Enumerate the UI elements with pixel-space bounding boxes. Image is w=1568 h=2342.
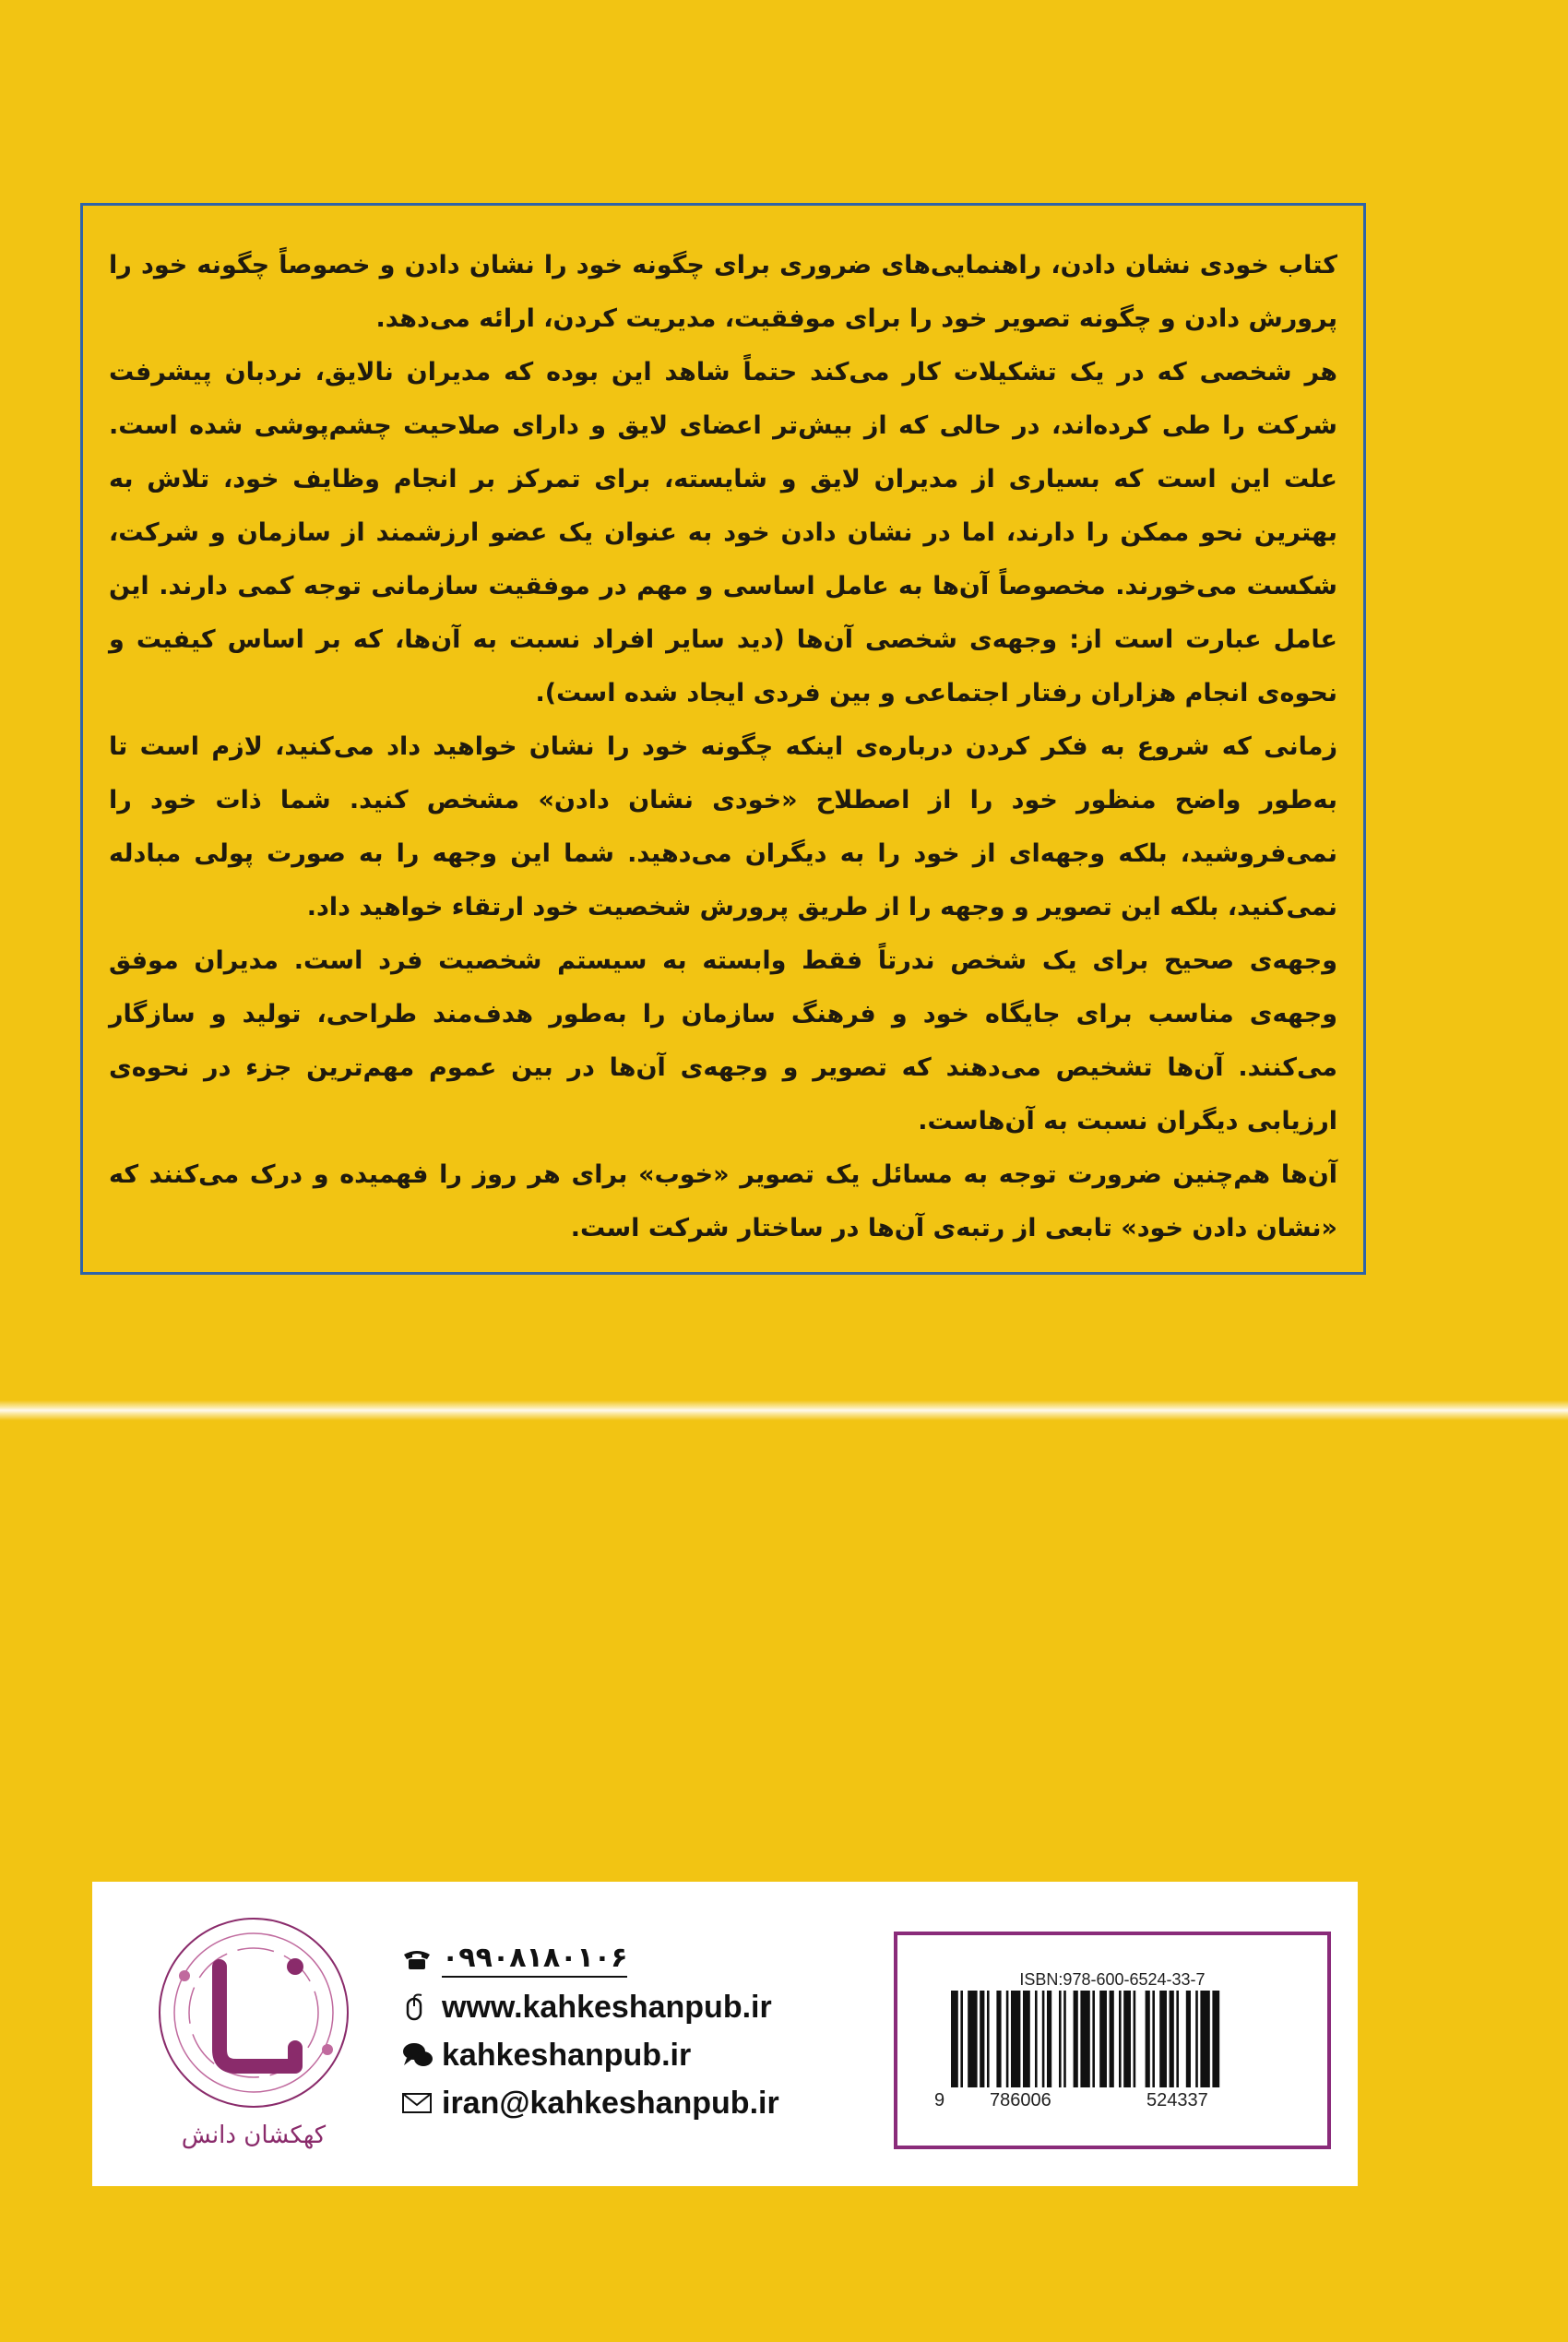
decorative-band: [0, 1400, 1568, 1421]
barcode-digits-right: 524337: [1146, 2090, 1208, 2110]
contact-email: [401, 2079, 881, 2127]
barcode-digit-first: 9: [934, 2090, 945, 2110]
blurb-paragraph-1: کتاب خودی نشان دادن، راهنمایی‌های ضروری برای چگونه خود را نشان دادن و خصوصاً چگونه خود را پرورش دادن و چگونه تصویر خود را برای موفقیت، مدیریت کردن، ارائه می‌دهد.: [109, 251, 1337, 333]
contact-social: [401, 2031, 881, 2079]
contact-list: [401, 1935, 881, 2127]
blurb-paragraph-2: هر شخصی که در یک تشکیلات کار می‌کند حتماً شاهد این بوده که مدیران نالایق، نردبان پیشرفت شرکت را طی کرده‌اند، در حالی که از بیش‌تر اعضای لایق و دارای صلاحیت چشم‌پوشی شده است. علت این است که بسیاری از مدیران لایق و شایسته، برای تمرکز بر انجام وظایف خود، تلاش به بهترین نحو ممکن را دارند، اما در نشان دادن خود به عنوان یک عضو ارزشمند از سازمان و شرکت، شکست می‌خورند. مخصوصاً آن‌ها به عامل اساسی و مهم در موفقیت سازمانی توجه کمی دارند. این عامل عبارت است از: وجهه‌ی شخصی آن‌ها (دید سایر افراد نسبت به آن‌ها، که بر اساس کیفیت و نحوه‌ی انجام هزاران رفتار اجتماعی و بین فردی ایجاد شده است).: [109, 358, 1337, 707]
blurb-paragraph-5: آن‌ها هم‌چنین ضرورت توجه به مسائل یک تصویر «خوب» برای هر روز را فهمیده و درک می‌کنند که «نشان دادن خود» تابعی از رتبه‌ی آن‌ها در ساختار شرکت است.: [109, 1160, 1337, 1242]
barcode-digits-left: 786006: [990, 2090, 1051, 2110]
phone-icon: [401, 1947, 442, 1971]
isbn-label: ISBN:978-600-6524-33-7: [1019, 1970, 1206, 1989]
phone-number: ۰۹۹۰۸۱۸۰۱۰۶: [442, 1941, 627, 1978]
contact-website: [401, 1983, 881, 2031]
blurb-paragraph-4: وجهه‌ی صحیح برای یک شخص ندرتاً فقط وابسته به سیستم شخصیت فرد است. مدیران موفق وجهه‌ی مناسب برای جایگاه خود و فرهنگ سازمان را به‌طور هدف‌مند طراحی، تولید و سازگار می‌کنند. آن‌ها تشخیص می‌دهند که تصویر و وجهه‌ی آن‌ها در بین عموم مهم‌ترین جزء در نحوه‌ی ارزیابی دیگران نسبت به آن‌هاست.: [109, 946, 1337, 1135]
social-link[interactable]: kahkeshanpub.ir: [442, 2037, 692, 2073]
blurb-paragraph-3: زمانی که شروع به فکر کردن درباره‌ی اینکه چگونه خود را نشان خواهید داد می‌کنید، لازم است تا به‌طور واضح منظور خود را از اصطلاح «خودی نشان دادن» مشخص کنید. شما ذات خود را نمی‌فروشید، بلکه وجهه‌ای از خود را به دیگران می‌دهید. شما این وجهه را به صورت پولی مبادله نمی‌کنید، بلکه این تصویر و وجهه را از طریق پرورش شخصیت خود ارتقاء خواهید داد.: [109, 732, 1337, 921]
footer-card: [92, 1882, 1358, 2186]
barcode-box: [894, 1932, 1331, 2149]
envelope-icon: [401, 2092, 442, 2114]
barcode-bars: [951, 1991, 1274, 2096]
publisher-logo: [148, 1911, 360, 2160]
publisher-name: کهکشان دانش: [181, 2122, 327, 2149]
chat-icon: [401, 2041, 442, 2069]
blurb-box: [80, 203, 1366, 1275]
contact-phone: [401, 1935, 881, 1983]
email-link[interactable]: iran@kahkeshanpub.ir: [442, 2085, 779, 2121]
kahkeshan-logo-icon: [148, 1911, 360, 2123]
website-link[interactable]: www.kahkeshanpub.ir: [442, 1989, 772, 2025]
mouse-icon: [401, 1993, 442, 2021]
